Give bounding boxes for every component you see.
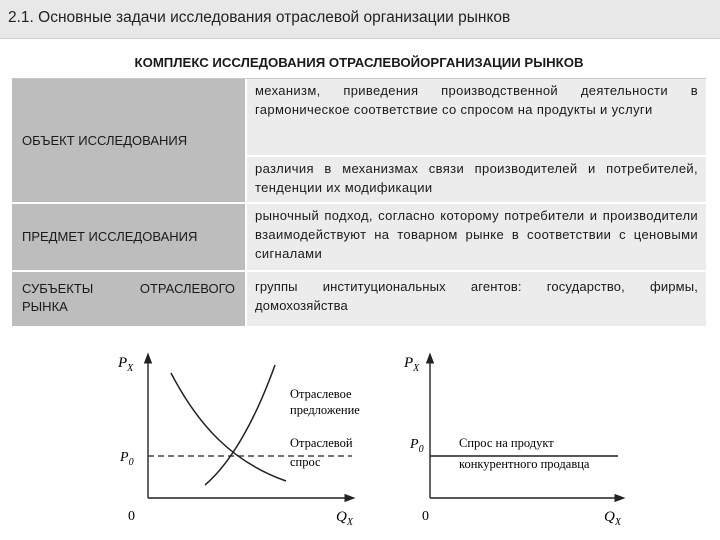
firm-demand-graph bbox=[403, 355, 622, 528]
origin-label: 0 bbox=[128, 509, 135, 524]
agents-label-part3: РЫНКА bbox=[22, 299, 68, 314]
object-label: ОБЪЕКТ ИССЛЕДОВАНИЯ bbox=[22, 132, 188, 148]
x-axis-label: $Q_X$ bbox=[336, 509, 353, 528]
demand-label-2: спрос bbox=[290, 455, 321, 469]
origin-label: 0 bbox=[422, 509, 429, 524]
price-tick-label: $P_0$ bbox=[410, 437, 424, 455]
agents-label-part2: ОТРАСЛЕВОГО bbox=[139, 281, 235, 296]
firm-demand-label-2: конкурентного продавца bbox=[459, 457, 590, 471]
agents-text: группы институциональных агентов: государство, фирмы, домохозяйства bbox=[255, 279, 698, 313]
table-heading: КОМПЛЕКС ИССЛЕДОВАНИЯ ОТРАСЛЕВОЙОРГАНИЗАЦИИ РЫНКОВ bbox=[12, 48, 706, 79]
object-text-2: различия в механизмах связи производителей и потребителей, тенденции их модификации bbox=[255, 161, 698, 195]
subject-label: ПРЕДМЕТ ИССЛЕДОВАНИЯ bbox=[22, 229, 198, 244]
x-axis-label: $Q_X$ bbox=[604, 509, 621, 528]
supply-curve bbox=[205, 365, 275, 485]
demand-curve bbox=[171, 373, 286, 481]
supply-label-2: предложение bbox=[290, 403, 360, 417]
subject-text: рыночный подход, согласно которому потребители и производители взаимодействуют на товарном рынке в соответствии с ценовыми сигналами bbox=[255, 208, 698, 261]
slide-title: 2.1. Основные задачи исследования отраслевой организации рынков bbox=[8, 9, 511, 26]
y-axis-label: $P_X$ bbox=[404, 355, 420, 374]
industry-market-graph bbox=[117, 355, 360, 528]
demand-label-1: Отраслевой bbox=[290, 436, 353, 450]
y-axis-label: $P_X$ bbox=[118, 355, 134, 374]
price-tick-label: $P_0$ bbox=[120, 450, 134, 468]
agents-label-part1: СУБЪЕКТЫ bbox=[22, 281, 94, 296]
supply-label-1: Отраслевое bbox=[290, 387, 352, 401]
object-text-1: механизм, приведения производственной деятельности в гармоническое соответствие со спросом на продукты и услуги bbox=[255, 83, 698, 117]
firm-demand-label-1: Спрос на продукт bbox=[459, 436, 554, 450]
